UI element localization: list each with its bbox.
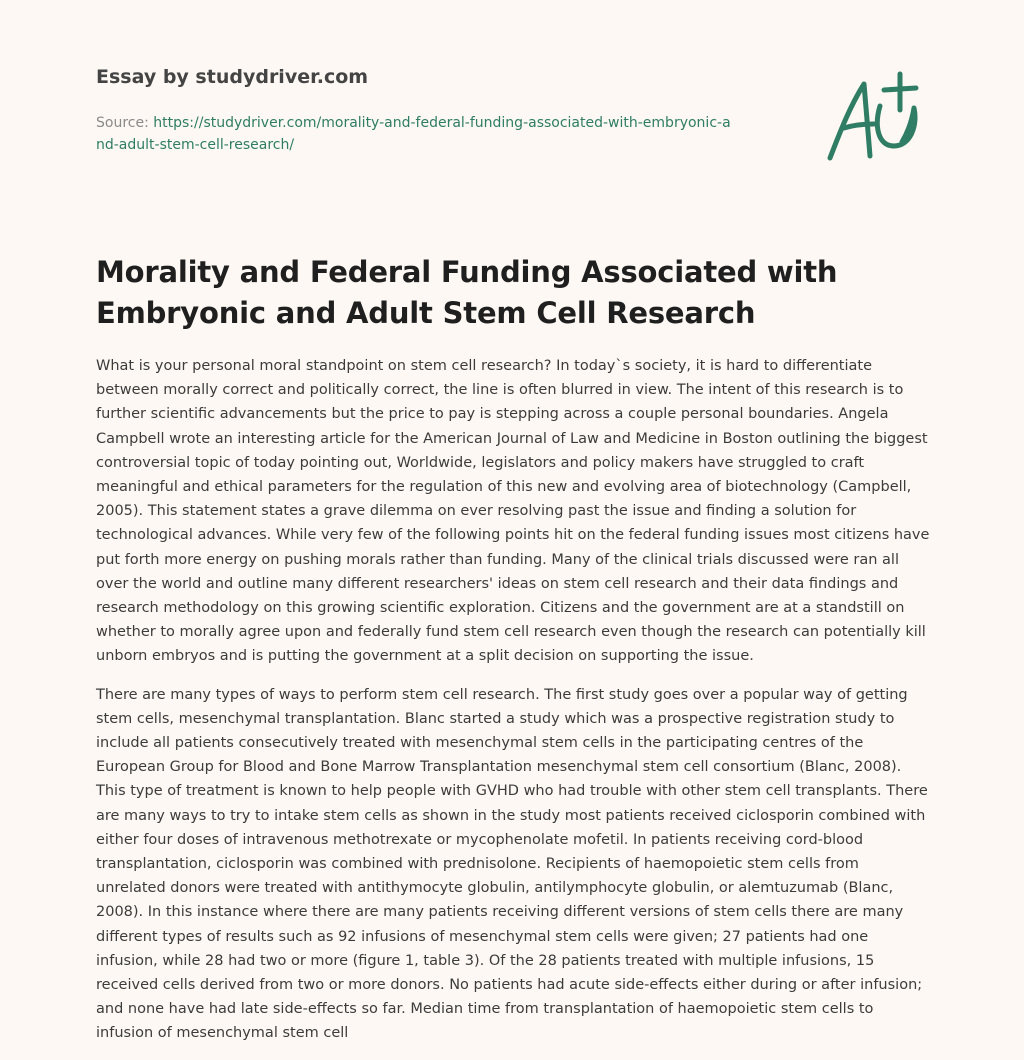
paragraph: What is your personal moral standpoint on stem cell research? In today`s society, it is hard to differentiate between morally correct and politically correct, the line is often blurred in view. The intent of this research is to further scientific advancements but the price to pay is stepping across a couple personal boundaries. Angela Campbell wrote an interesting article for the American Journal of Law and Medicine in Boston outlining the biggest controversial topic of today pointing out, Worldwide, legislators and policy makers have struggled to craft meaningful and ethical parameters for the regulation of this new and evolving area of biotechnology (Campbell, 2005). This statement states a grave dilemma on ever resolving past the issue and finding a solution for technological advances. While very few of the following points hit on the federal funding issues most citizens have put forth more energy on pushing morals rather than funding. Many of the clinical trials discussed were ran all over the world and outline many different researchers' ideas on stem cell research and their data findings and research methodology on this growing scientific exploration. Citizens and the government are at a standstill on whether to morally agree upon and federally fund stem cell research even though the research can potentially kill unborn embryos and is putting the government at a split decision on supporting the issue. <box>96 358 930 665</box>
source-label: Source: <box>96 115 154 131</box>
a-plus-logo-icon <box>822 70 926 164</box>
source-link[interactable]: https://studydriver.com/morality-and-federal-funding-associated-with-embryonic-and-adult-stem-cell-research/ <box>96 115 731 153</box>
site-brand: Essay by studydriver.com <box>96 66 369 88</box>
article-body <box>96 354 932 1060</box>
source-line <box>96 112 736 156</box>
paragraph: There are many types of ways to perform stem cell research. The first study goes over a popular way of getting stem cells, mesenchymal transplantation. Blanc started a study which was a prospective registration study to include all patients consecutively treated with mesenchymal stem cells in the participating centres of the European Group for Blood and Bone Marrow Transplantation mesenchymal stem cell consortium (Blanc, 2008). This type of treatment is known to help people with GVHD who had trouble with other stem cell transplants. There are many ways to try to intake stem cells as shown in the study most patients received ciclosporin combined with either four doses of intravenous methotrexate or mycophenolate mofetil. In patients receiving cord-blood transplantation, ciclosporin was combined with prednisolone. Recipients of haemopoietic stem cells from unrelated donors were treated with antithymocyte globulin, antilymphocyte globulin, or alemtuzumab (Blanc, 2008). In this instance where there are many patients receiving different versions of stem cells there are many different types of results such as 92 infusions of mesenchymal stem cells were given; 27 patients had one infusion, while 28 had two or more (figure 1, table 3). Of the 28 patients treated with multiple infusions, 15 received cells derived from two or more donors. No patients had acute side-effects either during or after infusion; and none have had late side-effects so far. Median time from transplantation of haemopoietic stem cells to infusion of mesenchymal stem cell <box>96 686 928 1042</box>
article-title: Morality and Federal Funding Associated with Embryonic and Adult Stem Cell Research <box>96 255 838 330</box>
